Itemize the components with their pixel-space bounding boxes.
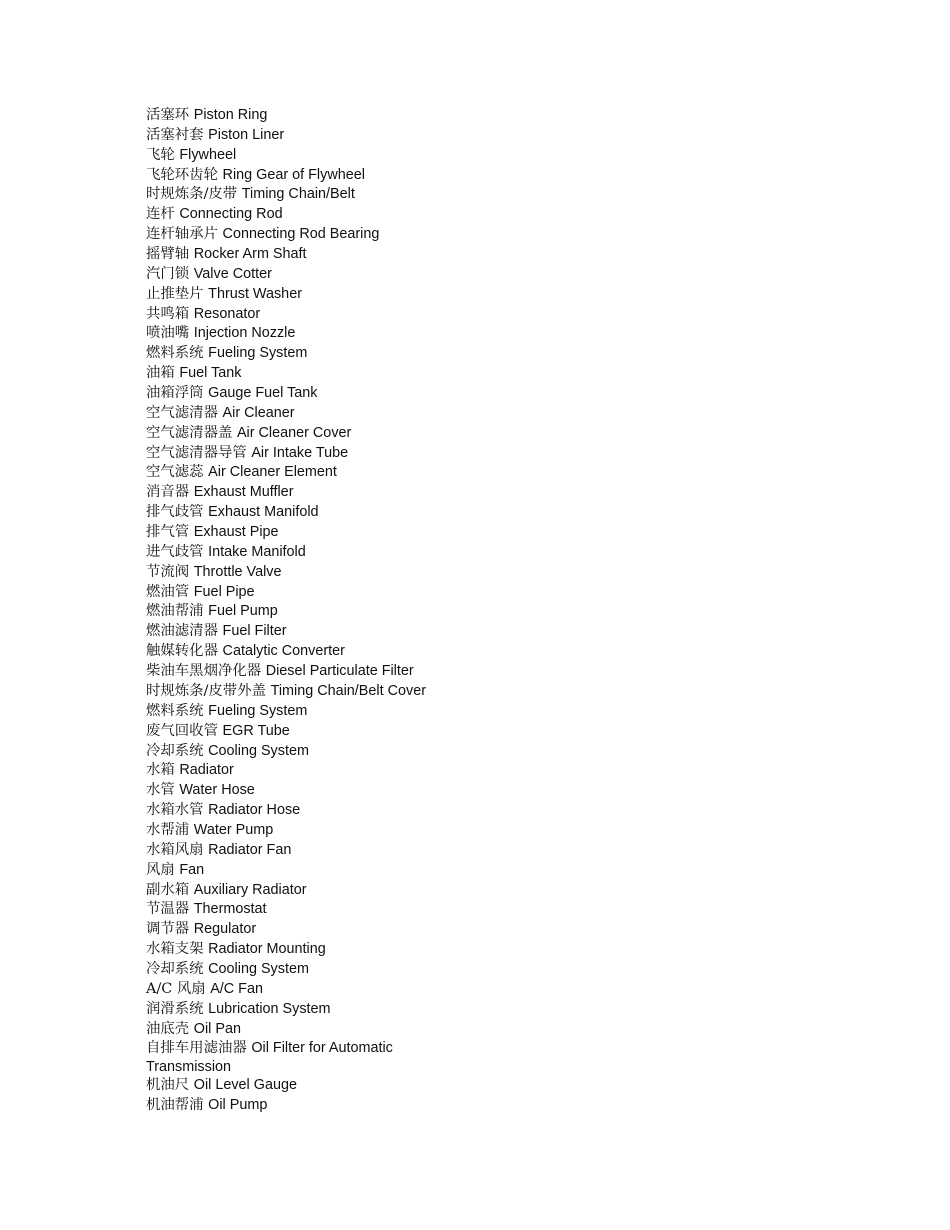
term-chinese: 时规炼条/皮带 [146, 186, 238, 203]
term-entry [146, 761, 446, 781]
term-chinese: 止推垫片 [146, 285, 204, 302]
term-chinese: 节温器 [146, 901, 190, 918]
term-entry [146, 285, 446, 305]
term-chinese: 水管 [146, 782, 175, 799]
term-english: Timing Chain/Belt Cover [270, 682, 426, 699]
term-english: Exhaust Muffler [193, 484, 294, 501]
term-entry [146, 324, 446, 344]
term-english: Radiator Hose [208, 802, 301, 819]
term-chinese: 汽门锁 [146, 265, 190, 282]
term-chinese: 共鸣箱 [146, 305, 190, 322]
term-entry [146, 841, 446, 861]
term-entry [146, 722, 446, 742]
term-chinese: 水箱水管 [146, 802, 204, 819]
term-english: Throttle Valve [193, 563, 282, 580]
term-chinese: 燃料系统 [146, 345, 204, 362]
term-chinese: 活塞环 [146, 107, 190, 123]
term-chinese: 连杆轴承片 [146, 226, 218, 243]
term-english: Radiator Mounting [208, 941, 326, 958]
term-entry [146, 1020, 446, 1040]
term-chinese: 喷油嘴 [146, 325, 190, 342]
term-entry [146, 364, 446, 384]
term-chinese: 燃油帮浦 [146, 603, 204, 620]
term-english: Fueling System [208, 702, 308, 719]
term-english: Resonator [193, 305, 261, 322]
term-english: Thrust Washer [208, 285, 302, 302]
term-english: Air Cleaner Cover [236, 424, 352, 441]
term-english: Injection Nozzle [193, 325, 296, 342]
term-english: Thermostat [193, 901, 267, 918]
term-entry [146, 424, 446, 444]
term-chinese: 进气歧管 [146, 543, 204, 560]
term-chinese: 机油帮浦 [146, 1097, 204, 1114]
term-entry [146, 622, 446, 642]
term-english: Air Cleaner [222, 404, 295, 421]
term-entry [146, 265, 446, 285]
term-chinese: 连杆 [146, 206, 175, 223]
term-chinese: 空气滤清器 [146, 404, 218, 421]
term-entry [146, 662, 446, 682]
term-list [146, 106, 446, 1116]
term-entry [146, 920, 446, 940]
term-entry [146, 483, 446, 503]
term-english: Intake Manifold [208, 543, 306, 560]
term-entry [146, 404, 446, 424]
term-english: Oil Pump [208, 1097, 268, 1114]
term-entry [146, 702, 446, 722]
term-english: Fan [179, 861, 205, 878]
term-english: Flywheel [179, 146, 237, 163]
term-chinese: 冷却系统 [146, 960, 204, 977]
term-chinese: 风扇 [146, 861, 175, 878]
term-entry [146, 463, 446, 483]
term-english: Connecting Rod Bearing [222, 226, 380, 243]
term-chinese: 活塞衬套 [146, 126, 204, 143]
term-entry [146, 523, 446, 543]
term-english: Fuel Pipe [193, 583, 255, 600]
term-chinese: 水箱 [146, 762, 175, 779]
term-entry [146, 146, 446, 166]
term-english: Rocker Arm Shaft [193, 246, 307, 263]
term-chinese: 调节器 [146, 921, 190, 938]
term-chinese: 节流阀 [146, 563, 190, 580]
term-english: Oil Pan [193, 1020, 241, 1037]
term-chinese: 空气滤清器盖 [146, 424, 233, 441]
term-english: A/C Fan [210, 980, 263, 997]
term-chinese: 飞轮环齿轮 [146, 166, 218, 183]
term-english: Fuel Filter [222, 623, 287, 640]
term-entry [146, 742, 446, 762]
term-entry [146, 1000, 446, 1020]
term-entry [146, 583, 446, 603]
term-english: Timing Chain/Belt [241, 186, 355, 203]
term-chinese: 飞轮 [146, 146, 175, 163]
term-chinese: 油箱浮筒 [146, 385, 204, 402]
term-chinese: 排气歧管 [146, 504, 204, 521]
term-english: Exhaust Pipe [193, 524, 279, 541]
term-english: Air Cleaner Element [208, 464, 337, 481]
term-english: Diesel Particulate Filter [265, 663, 414, 680]
term-english: Exhaust Manifold [208, 504, 319, 521]
term-chinese: 燃油管 [146, 583, 190, 600]
term-entry [146, 1076, 446, 1096]
term-english: Auxiliary Radiator [193, 881, 307, 898]
term-entry [146, 821, 446, 841]
term-entry [146, 960, 446, 980]
term-english: Ring Gear of Flywheel [222, 166, 365, 183]
term-chinese: 燃料系统 [146, 702, 204, 719]
term-entry [146, 205, 446, 225]
term-chinese: 水帮浦 [146, 821, 190, 838]
term-english: Cooling System [208, 742, 309, 759]
term-entry [146, 126, 446, 146]
term-chinese: 柴油车黑烟净化器 [146, 663, 262, 680]
term-entry [146, 384, 446, 404]
term-entry [146, 900, 446, 920]
term-chinese: 空气滤蕊 [146, 464, 204, 481]
term-english: Water Pump [193, 821, 274, 838]
term-entry [146, 602, 446, 622]
term-entry [146, 444, 446, 464]
term-entry [146, 185, 446, 205]
term-english: Regulator [193, 921, 257, 938]
term-chinese: 废气回收管 [146, 722, 218, 739]
term-english: Piston Liner [208, 126, 285, 143]
term-chinese: 燃油滤清器 [146, 623, 218, 640]
term-english: Radiator [179, 762, 234, 779]
term-english: Piston Ring [193, 107, 268, 123]
term-chinese: 消音器 [146, 484, 190, 501]
term-chinese: 润滑系统 [146, 1000, 204, 1017]
term-entry [146, 106, 446, 126]
term-english: Fueling System [208, 345, 308, 362]
term-entry [146, 245, 446, 265]
term-chinese: 冷却系统 [146, 742, 204, 759]
term-chinese: 排气管 [146, 524, 190, 541]
term-chinese: 空气滤清器导管 [146, 444, 247, 461]
term-entry [146, 682, 446, 702]
term-entry [146, 1096, 446, 1116]
term-english: Fuel Tank [179, 365, 242, 382]
term-entry [146, 543, 446, 563]
term-chinese: 摇臂轴 [146, 246, 190, 263]
term-chinese: 水箱支架 [146, 941, 204, 958]
term-entry [146, 166, 446, 186]
term-english: Lubrication System [208, 1000, 331, 1017]
term-english: Water Hose [179, 782, 255, 799]
term-chinese: 油底壳 [146, 1020, 190, 1037]
term-english: Catalytic Converter [222, 643, 345, 660]
term-english: Oil Level Gauge [193, 1077, 297, 1094]
term-entry [146, 940, 446, 960]
term-chinese: 触媒转化器 [146, 643, 218, 660]
term-entry [146, 781, 446, 801]
term-entry [146, 344, 446, 364]
term-english: Fuel Pump [208, 603, 278, 620]
term-english: Connecting Rod [179, 206, 283, 223]
term-entry [146, 642, 446, 662]
term-chinese: 时规炼条/皮带外盖 [146, 682, 266, 699]
term-english: Air Intake Tube [251, 444, 349, 461]
term-entry [146, 1039, 416, 1076]
term-entry [146, 801, 446, 821]
term-english: Radiator Fan [208, 841, 292, 858]
term-entry [146, 980, 446, 1000]
term-chinese: 副水箱 [146, 881, 190, 898]
term-chinese: 水箱风扇 [146, 841, 204, 858]
term-entry [146, 305, 446, 325]
term-english: Valve Cotter [193, 265, 272, 282]
term-entry [146, 503, 446, 523]
term-chinese: 自排车用滤油器 [146, 1040, 247, 1057]
term-english: EGR Tube [222, 722, 290, 739]
term-english: Oil Filter for Automatic Transmission [146, 1040, 393, 1075]
term-entry [146, 881, 446, 901]
term-entry [146, 563, 446, 583]
term-entry [146, 861, 446, 881]
term-entry [146, 225, 446, 245]
term-english: Cooling System [208, 960, 309, 977]
term-chinese: A/C 风扇 [146, 980, 206, 997]
term-chinese: 机油尺 [146, 1077, 190, 1094]
term-english: Gauge Fuel Tank [208, 385, 318, 402]
term-chinese: 油箱 [146, 365, 175, 382]
